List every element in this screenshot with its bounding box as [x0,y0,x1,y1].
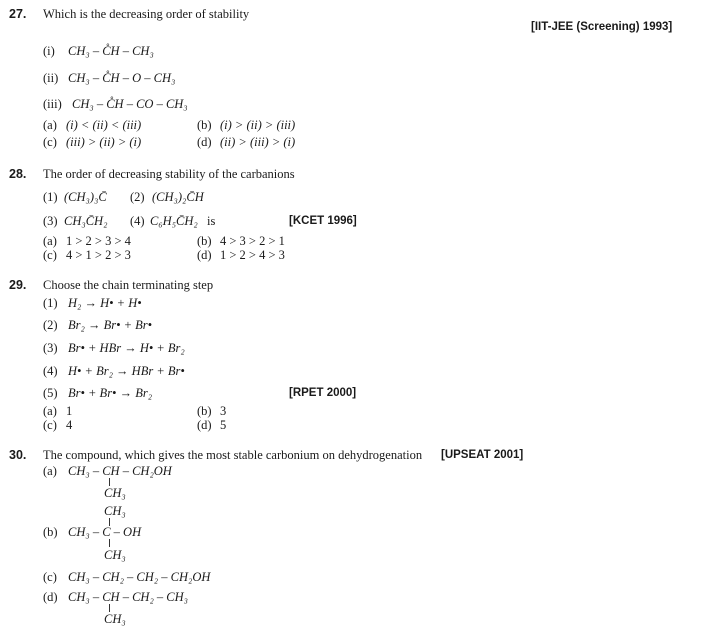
q27-item-formula: CH₃ – C̊H – O – CH₃ [68,71,176,85]
q28-item-label: (4) [130,214,145,228]
q27-option-text[interactable]: (ii) > (iii) > (i) [220,135,296,149]
bond-line [109,604,110,612]
q29-item-label: (1) [43,296,58,310]
q28-item-formula: CH₃C̄H₂ [64,214,108,228]
q28-item-suffix: is [207,214,216,228]
q30-option-branch-top: CH₃ [104,504,126,518]
q28-option-label: (d) [197,248,212,262]
question-30-number: 30. [9,448,27,462]
q27-option-label: (c) [43,135,57,149]
question-27-source: [IIT-JEE (Screening) 1993] [531,21,673,33]
question-30-stem: The compound, which gives the most stable carbonium on dehydrogenation [43,448,423,462]
q30-option-label: (a) [43,464,57,478]
question-27-stem: Which is the decreasing order of stability [43,7,250,21]
q28-item-formula: (CH₃)₂C̄H [152,190,204,204]
q28-item-label: (3) [43,214,58,228]
q28-item-formula: C₆H₅C̄H₂ [150,214,198,228]
q27-option-text[interactable]: (i) > (ii) > (iii) [220,118,296,132]
q29-item-label: (4) [43,364,58,378]
q28-option-label: (a) [43,234,57,248]
q28-option-label: (c) [43,248,57,262]
q29-option-label: (a) [43,404,57,418]
q28-item-label: (1) [43,190,58,204]
q28-option-text[interactable]: 4 > 3 > 2 > 1 [220,234,285,248]
q27-option-text[interactable]: (i) < (ii) < (iii) [66,118,142,132]
q29-item-formula: Br• + Br• → Br₂ [68,386,153,400]
q29-item-formula: H₂ → H• + H• [68,296,142,310]
question-29-number: 29. [9,278,27,292]
bond-line [109,478,110,486]
q30-option-main[interactable]: CH₃ – C – OH [68,525,142,539]
question-28-stem: The order of decreasing stability of the carbanions [43,167,295,181]
question-29-source: [RPET 2000] [289,387,357,399]
q27-item-label: (ii) [43,71,59,85]
q30-option-branch: CH₃ [104,548,126,562]
q29-option-text[interactable]: 4 [66,418,73,432]
q27-option-text[interactable]: (iii) > (ii) > (i) [66,135,142,149]
q27-item-label: (i) [43,44,55,58]
q29-option-label: (c) [43,418,57,432]
q29-item-label: (3) [43,341,58,355]
q27-item-formula: CH₃ – C̊H – CH₃ [68,44,154,58]
q28-option-text[interactable]: 1 > 2 > 4 > 3 [220,248,285,262]
q30-option-label: (c) [43,570,57,584]
q29-item-formula: Br₂ → Br• + Br• [68,318,153,332]
q28-option-text[interactable]: 1 > 2 > 3 > 4 [66,234,131,248]
q30-option-label: (d) [43,590,58,604]
q27-option-label: (b) [197,118,212,132]
question-30-source: [UPSEAT 2001] [441,449,524,461]
q29-item-formula: H• + Br₂ → HBr + Br• [68,364,185,378]
bond-line [109,539,110,547]
q30-option-branch: CH₃ [104,486,126,500]
q29-item-formula: Br• + HBr → H• + Br₂ [68,341,185,355]
question-28-source: [KCET 1996] [289,215,357,227]
q27-option-label: (a) [43,118,57,132]
q30-option-main[interactable]: CH₃ – CH – CH₂OH [68,464,172,478]
question-28-number: 28. [9,167,27,181]
q28-item-formula: (CH₃)₃C̄ [64,190,107,204]
q28-option-label: (b) [197,234,212,248]
q29-option-text[interactable]: 5 [220,418,227,432]
q30-option-main[interactable]: CH₃ – CH – CH₂ – CH₃ [68,590,188,604]
q29-item-label: (2) [43,318,58,332]
q28-item-label: (2) [130,190,145,204]
q28-option-text[interactable]: 4 > 1 > 2 > 3 [66,248,131,262]
q27-item-formula: CH₃ – C̊H – CO – CH₃ [72,97,188,111]
q29-option-text[interactable]: 1 [66,404,73,418]
q29-option-label: (b) [197,404,212,418]
q29-option-label: (d) [197,418,212,432]
question-29-stem: Choose the chain terminating step [43,278,214,292]
q29-option-text[interactable]: 3 [220,404,227,418]
q27-item-label: (iii) [43,97,62,111]
question-27-number: 27. [9,7,27,21]
q27-option-label: (d) [197,135,212,149]
q30-option-main[interactable]: CH₃ – CH₂ – CH₂ – CH₂OH [68,570,211,584]
q29-item-label: (5) [43,386,58,400]
q30-option-branch: CH₃ [104,612,126,626]
q30-option-label: (b) [43,525,58,539]
